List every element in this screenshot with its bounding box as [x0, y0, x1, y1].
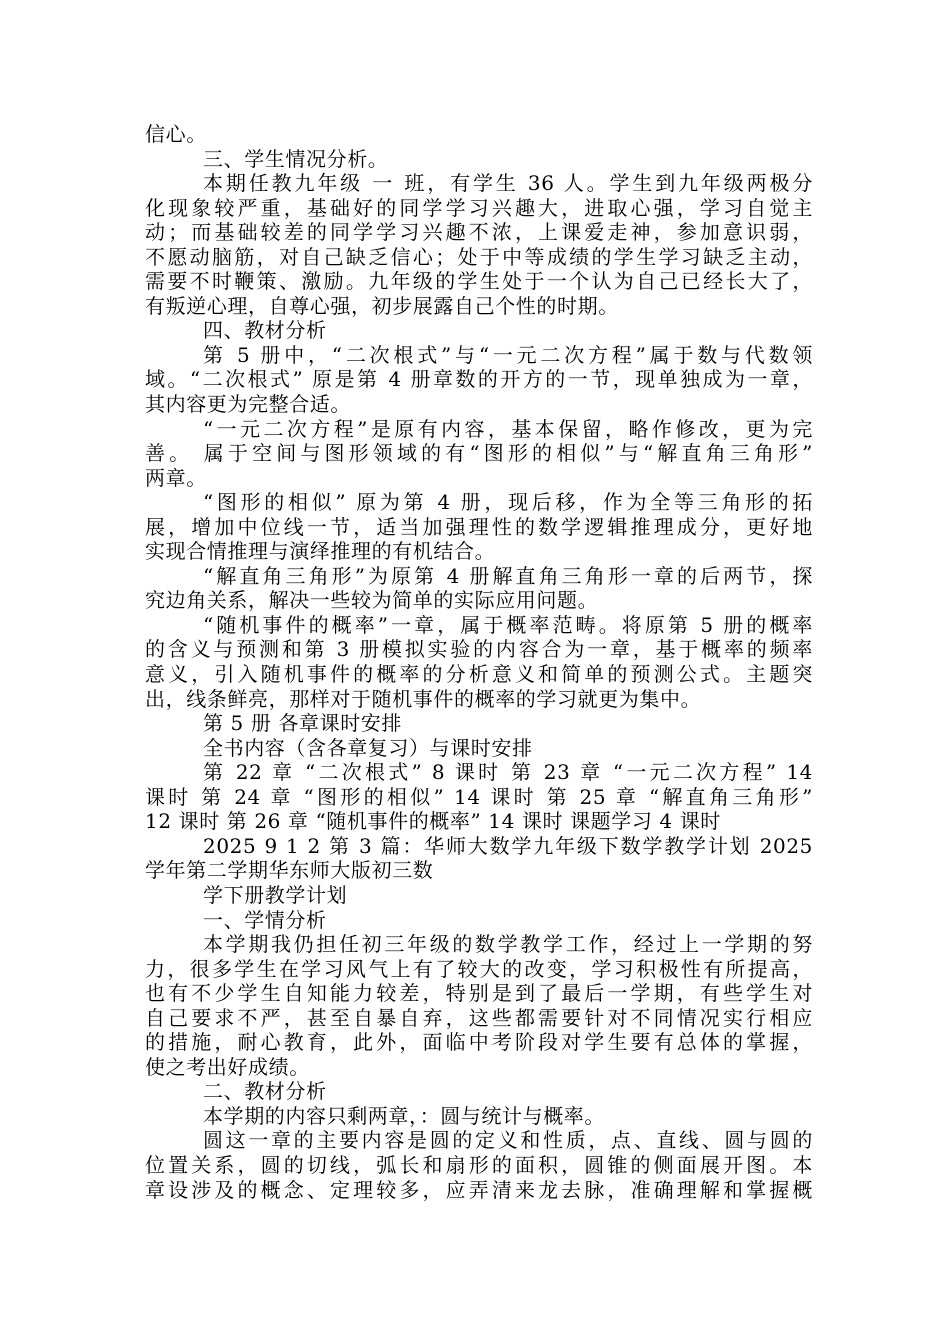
text-line: 的含义与预测和第 3 册模拟实验的内容合为一章，基于概率的频率: [145, 637, 813, 662]
text-line: 也有不少学生自知能力较差，特别是到了最后一学期，有些学生对: [145, 981, 813, 1006]
text-line: 本期任教九年级 一 班，有学生 36 人。学生到九年级两极分: [203, 171, 813, 196]
text-line: 圆这一章的主要内容是圆的定义和性质，点、直线、圆与圆的: [203, 1128, 813, 1153]
text-line: 学下册教学计划: [203, 882, 348, 907]
text-line: 位置关系，圆的切线，弧长和扇形的面积，圆锥的侧面展开图。本: [145, 1152, 813, 1177]
text-line: 全书内容（含各章复习）与课时安排: [203, 735, 533, 760]
text-line: 意义，引入随机事件的概率的分析意义和简单的预测公式。主题突: [145, 662, 813, 687]
text-line: “随机事件的概率”一章，属于概率范畴。将原第 5 册的概率: [203, 612, 813, 637]
text-line: 本学期我仍担任初三年级的数学教学工作，经过上一学期的努: [203, 932, 813, 957]
text-line: 三、学生情况分析。: [203, 146, 389, 171]
text-line: 域。“二次根式” 原是第 4 册章数的开方的一节，现单独成为一章，: [145, 367, 813, 392]
text-line: 12 课时 第 26 章 “随机事件的概率” 14 课时 课题学习 4 课时: [145, 809, 721, 834]
text-line: 2025 9 1 2 第 3 篇：华师大数学九年级下数学教学计划 2025: [203, 833, 813, 858]
text-line: 两章。: [145, 465, 207, 490]
text-line: “一元二次方程”是原有内容，基本保留，略作修改，更为完: [203, 416, 813, 441]
text-line: “图形的相似” 原为第 4 册，现后移，作为全等三角形的拓: [203, 490, 813, 515]
text-line: 第 22 章 “二次根式” 8 课时 第 23 章 “一元二次方程” 14: [203, 760, 813, 785]
text-line: 章设涉及的概念、定理较多，应弄清来龙去脉，准确理解和掌握概: [145, 1177, 813, 1202]
text-line: 课时 第 24 章 “图形的相似” 14 课时 第 25 章 “解直角三角形”: [145, 784, 813, 809]
text-line: 需要不时鞭策、激励。九年级的学生处于一个认为自己已经长大了，: [145, 269, 813, 294]
text-line: 化现象较严重，基础好的同学学习兴趣大，进取心强，学习自觉主: [145, 195, 813, 220]
text-line: 展，增加中位线一节，适当加强理性的数学逻辑推理成分，更好地: [145, 514, 813, 539]
text-line: 第 5 册 各章课时安排: [203, 711, 402, 736]
text-line: 实现合情推理与演绎推理的有机结合。: [145, 539, 496, 564]
text-line: 四、教材分析: [203, 318, 327, 343]
text-line: 二、教材分析: [203, 1079, 327, 1104]
text-line: 的措施，耐心教育，此外，面临中考阶段对学生要有总体的掌握，: [145, 1030, 813, 1055]
text-line: 使之考出好成绩。: [145, 1054, 310, 1079]
text-line: 学年第二学期华东师大版初三数: [145, 858, 434, 883]
text-line: 究边角关系，解决一些较为简单的实际应用问题。: [145, 588, 599, 613]
text-line: “解直角三角形”为原第 4 册解直角三角形一章的后两节，探: [203, 563, 813, 588]
text-line: 一、学情分析: [203, 907, 327, 932]
text-line: 本学期的内容只剩两章，：圆与统计与概率。: [203, 1103, 605, 1128]
text-line: 自己要求不严，甚至自暴自弃，这些都需要针对不同情况实行相应: [145, 1005, 813, 1030]
text-line: 其内容更为完整合适。: [145, 392, 351, 417]
text-line: 动；而基础较差的同学学习兴趣不浓，上课爱走神，参加意识弱，: [145, 220, 813, 245]
text-line: 出，线条鲜亮，那样对于随机事件的概率的学习就更为集中。: [145, 686, 702, 711]
text-line: 不愿动脑筋，对自己缺乏信心；处于中等成绩的学生学习缺乏主动，: [145, 244, 813, 269]
text-line: 信心。: [145, 122, 207, 146]
document-page: [145, 122, 813, 1202]
text-line: 善。 属于空间与图形领域的有“图形的相似”与“解直角三角形”: [145, 441, 813, 466]
text-line: 力，很多学生在学习风气上有了较大的改变，学习积极性有所提高，: [145, 956, 813, 981]
text-line: 第 5 册中，“二次根式”与“一元二次方程”属于数与代数领: [203, 342, 813, 367]
text-line: 有叛逆心理，自尊心强，初步展露自己个性的时期。: [145, 293, 619, 318]
